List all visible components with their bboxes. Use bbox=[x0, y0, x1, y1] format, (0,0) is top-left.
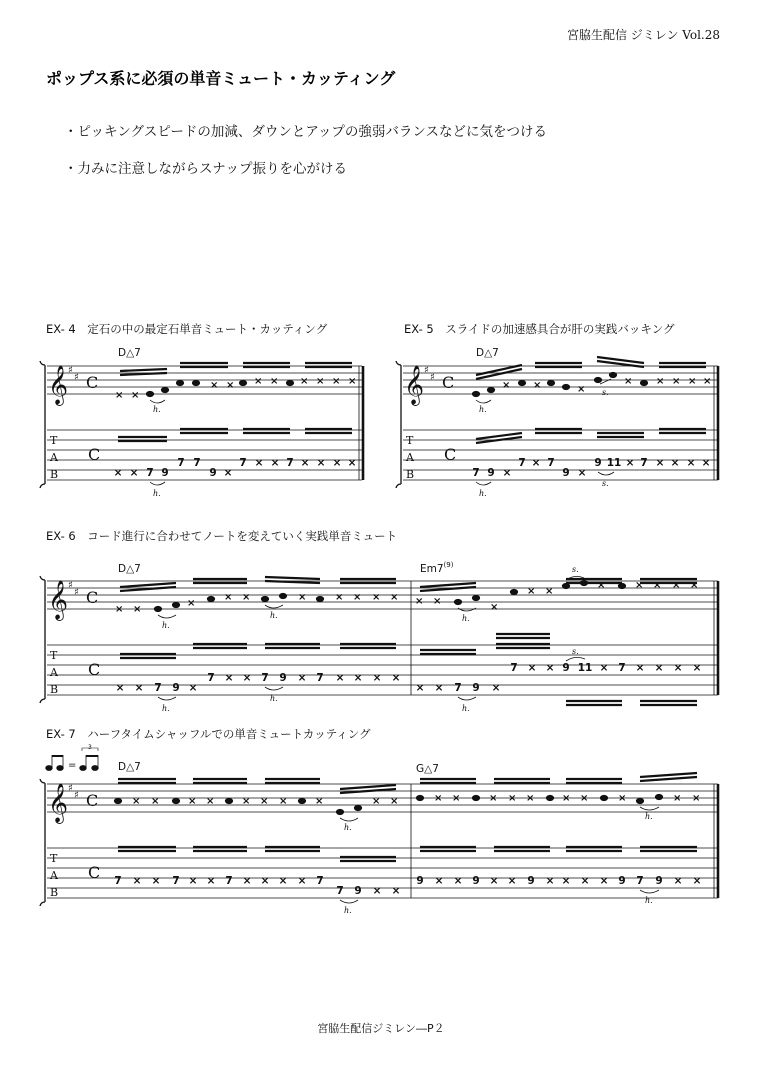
svg-text:×: × bbox=[372, 796, 381, 807]
ex7-tab-note: × bbox=[391, 885, 401, 897]
ex5-tab-note: × bbox=[502, 467, 512, 479]
ex4-tab-note: × bbox=[347, 457, 357, 469]
svg-text:×: × bbox=[348, 376, 357, 387]
svg-text:×: × bbox=[533, 380, 542, 391]
svg-text:×: × bbox=[300, 376, 309, 387]
svg-text:×: × bbox=[390, 592, 399, 603]
time-signature: C bbox=[86, 588, 99, 607]
ex4-tab-note: 7 bbox=[286, 457, 294, 469]
ex6-tab-note: × bbox=[415, 682, 425, 694]
ex6-tab-note: 9 bbox=[279, 672, 287, 684]
ex5-tab-note: × bbox=[686, 457, 696, 469]
ex6-tab-note: × bbox=[188, 682, 198, 694]
svg-text:×: × bbox=[653, 580, 662, 591]
hammer-on-label: h. bbox=[270, 611, 278, 620]
sharp-icon: ♯ bbox=[68, 365, 73, 376]
ex7-tab-note: × bbox=[673, 875, 683, 887]
svg-text:×: × bbox=[527, 586, 536, 597]
ex7-tab-note: × bbox=[260, 875, 270, 887]
ex7-tab-note: × bbox=[188, 875, 198, 887]
tab-label-a: A bbox=[406, 451, 414, 464]
ex6-tab-note: × bbox=[654, 662, 664, 674]
ex4-tab-note: × bbox=[254, 457, 264, 469]
ex7-tab-note: × bbox=[561, 875, 571, 887]
ex7-tab-note: × bbox=[434, 875, 444, 887]
ex5-tab-note: × bbox=[577, 467, 587, 479]
ex4-tab-note: × bbox=[129, 467, 139, 479]
ex7-tab-note: 9 bbox=[416, 875, 424, 887]
tab-time-signature: C bbox=[88, 660, 101, 679]
sharp-icon: ♯ bbox=[74, 587, 79, 598]
ex4-tab-note: 9 bbox=[209, 467, 217, 479]
time-signature: C bbox=[86, 791, 99, 810]
svg-text:×: × bbox=[151, 796, 160, 807]
ex6-tab-note: × bbox=[635, 662, 645, 674]
ex7-label: EX- 7 ハーフタイムシャッフルでの単音ミュートカッティング bbox=[46, 727, 371, 741]
ex4-tab-note: × bbox=[316, 457, 326, 469]
ex4-chord: D△7 bbox=[118, 347, 141, 359]
slide-label: s. bbox=[602, 479, 609, 488]
tab-label-a: A bbox=[50, 869, 58, 882]
svg-text:×: × bbox=[577, 384, 586, 395]
ex4-tab-note: × bbox=[270, 457, 280, 469]
ex6-tab-note: × bbox=[297, 672, 307, 684]
svg-text:×: × bbox=[115, 390, 124, 401]
treble-clef-icon: 𝄞 bbox=[48, 783, 69, 823]
ex6-tab-note: × bbox=[545, 662, 555, 674]
ex5-tab-note: × bbox=[670, 457, 680, 469]
ex6-tab-note: × bbox=[391, 672, 401, 684]
tab-label-t: T bbox=[50, 649, 58, 662]
svg-text:×: × bbox=[206, 796, 215, 807]
ex7-tab-note: 7 bbox=[114, 875, 122, 887]
svg-text:×: × bbox=[690, 580, 699, 591]
ex6-tab-note: × bbox=[527, 662, 537, 674]
ex7-tab-note: × bbox=[580, 875, 590, 887]
svg-text:×: × bbox=[673, 793, 682, 804]
ex4-tab-note: × bbox=[223, 467, 233, 479]
svg-text:×: × bbox=[624, 376, 633, 387]
svg-text:×: × bbox=[703, 376, 712, 387]
ex4-tab-note: 7 bbox=[177, 457, 185, 469]
svg-text:×: × bbox=[502, 380, 511, 391]
ex5-tab-note: 9 bbox=[594, 457, 602, 469]
ex6-tab-note: × bbox=[692, 662, 702, 674]
page-title: ポップス系に必須の単音ミュート・カッティング bbox=[46, 69, 396, 88]
svg-text:×: × bbox=[133, 604, 142, 615]
svg-text:×: × bbox=[597, 580, 606, 591]
svg-text:×: × bbox=[242, 592, 251, 603]
ex7-tab-note: 7 bbox=[172, 875, 180, 887]
tab-label-t: T bbox=[406, 434, 414, 447]
ex7-tab-note: 9 bbox=[472, 875, 480, 887]
ex7-tab-note: × bbox=[278, 875, 288, 887]
svg-text:×: × bbox=[434, 793, 443, 804]
svg-text:×: × bbox=[132, 796, 141, 807]
ex7-tab-note: × bbox=[132, 875, 142, 887]
svg-text:×: × bbox=[115, 604, 124, 615]
svg-text:×: × bbox=[390, 796, 399, 807]
ex6-tab-note: 7 bbox=[454, 682, 462, 694]
ex6-tab-note: × bbox=[242, 672, 252, 684]
ex6-tab-note: × bbox=[491, 682, 501, 694]
ex5-tab-note: 7 bbox=[472, 467, 480, 479]
svg-text:×: × bbox=[562, 793, 571, 804]
svg-text:×: × bbox=[656, 376, 665, 387]
ex7-tab-note: 7 bbox=[336, 885, 344, 897]
ex5-tab-note: 7 bbox=[518, 457, 526, 469]
ex6-chord-1: D△7 bbox=[118, 563, 141, 575]
svg-text:×: × bbox=[489, 793, 498, 804]
ex4-tab-note: 7 bbox=[193, 457, 201, 469]
svg-text:×: × bbox=[188, 796, 197, 807]
ex7-tab-note: × bbox=[453, 875, 463, 887]
svg-text:×: × bbox=[618, 793, 627, 804]
ex4-tab-note: 9 bbox=[161, 467, 169, 479]
hammer-on-label: h. bbox=[344, 823, 352, 832]
hammer-on-label: h. bbox=[645, 896, 653, 905]
ex6-chord-2: Em7$^{(9)}$ bbox=[420, 561, 454, 575]
ex7-tab-note: × bbox=[507, 875, 517, 887]
svg-text:×: × bbox=[335, 592, 344, 603]
ex4-tab-note: × bbox=[300, 457, 310, 469]
svg-text:×: × bbox=[224, 592, 233, 603]
slide-label: s. bbox=[602, 388, 609, 397]
svg-text:×: × bbox=[242, 796, 251, 807]
svg-text:×: × bbox=[415, 596, 424, 607]
tab-label-b: B bbox=[50, 886, 59, 899]
svg-text:×: × bbox=[279, 796, 288, 807]
ex6-tab-note: × bbox=[134, 682, 144, 694]
tab-time-signature: C bbox=[88, 445, 101, 464]
hammer-on-label: h. bbox=[153, 489, 161, 498]
svg-text:×: × bbox=[270, 376, 279, 387]
ex7-tab-note: × bbox=[692, 875, 702, 887]
svg-text:×: × bbox=[433, 596, 442, 607]
ex4-tab-note: 7 bbox=[239, 457, 247, 469]
ex5-tab-note: 7 bbox=[547, 457, 555, 469]
ex7-chord-1: D△7 bbox=[118, 761, 141, 773]
slide-label: s. bbox=[572, 565, 579, 574]
ex6-system bbox=[40, 561, 718, 713]
svg-text:×: × bbox=[692, 793, 701, 804]
ex6-tab-note: 7 bbox=[207, 672, 215, 684]
sharp-icon: ♯ bbox=[74, 790, 79, 801]
ex7-tab-note: 7 bbox=[316, 875, 324, 887]
ex6-tab-note: × bbox=[335, 672, 345, 684]
slide-label: s. bbox=[572, 647, 579, 656]
tab-label-a: A bbox=[50, 666, 58, 679]
tab-label-t: T bbox=[50, 434, 58, 447]
svg-text:×: × bbox=[226, 380, 235, 391]
svg-text:×: × bbox=[316, 376, 325, 387]
hammer-on-label: h. bbox=[479, 405, 487, 414]
svg-text:×: × bbox=[635, 580, 644, 591]
ex5-chord: D△7 bbox=[476, 347, 499, 359]
ex6-tab-note: 9 bbox=[172, 682, 180, 694]
svg-text:×: × bbox=[131, 390, 140, 401]
ex6-tab-note: × bbox=[434, 682, 444, 694]
sharp-icon: ♯ bbox=[430, 372, 435, 383]
ex5-tab-note: × bbox=[531, 457, 541, 469]
svg-text:×: × bbox=[526, 793, 535, 804]
ex4-label: EX- 4 定石の中の最定石単音ミュート・カッティング bbox=[46, 322, 328, 336]
ex4-tab-note: × bbox=[113, 467, 123, 479]
page-footer: 宮脇生配信ジミレン―P２ bbox=[317, 1022, 445, 1035]
ex7-tab-note: 7 bbox=[225, 875, 233, 887]
hammer-on-label: h. bbox=[162, 621, 170, 630]
ex7-tab-note: × bbox=[489, 875, 499, 887]
svg-text:×: × bbox=[672, 580, 681, 591]
tab-label-b: B bbox=[50, 468, 59, 481]
svg-text:×: × bbox=[353, 592, 362, 603]
ex6-tab-note: × bbox=[673, 662, 683, 674]
ex5-tab-note: × bbox=[655, 457, 665, 469]
ex5-label: EX- 5 スライドの加速感具合が肝の実践バッキング bbox=[404, 322, 675, 336]
time-signature: C bbox=[442, 373, 455, 392]
ex7-tab-note: × bbox=[545, 875, 555, 887]
ex5-tab-note: 9 bbox=[487, 467, 495, 479]
sharp-icon: ♯ bbox=[74, 372, 79, 383]
hammer-on-label: h. bbox=[153, 405, 161, 414]
ex6-tab-note: 9 bbox=[472, 682, 480, 694]
ex7-tab-note: × bbox=[242, 875, 252, 887]
svg-text:×: × bbox=[332, 376, 341, 387]
svg-text:×: × bbox=[672, 376, 681, 387]
svg-text:×: × bbox=[580, 793, 589, 804]
shuffle-equals: = bbox=[68, 760, 77, 771]
sharp-icon: ♯ bbox=[68, 580, 73, 591]
sharp-icon: ♯ bbox=[68, 783, 73, 794]
ex6-tab-note: 9 bbox=[562, 662, 570, 674]
ex6-tab-note: × bbox=[599, 662, 609, 674]
hammer-on-label: h. bbox=[344, 906, 352, 915]
ex6-tab-note: 7 bbox=[261, 672, 269, 684]
svg-text:×: × bbox=[545, 586, 554, 597]
svg-text:×: × bbox=[688, 376, 697, 387]
tab-label-b: B bbox=[406, 468, 415, 481]
ex4-bracket bbox=[40, 361, 45, 488]
ex6-tab-note: 11 bbox=[577, 662, 593, 674]
ex7-tab-note: × bbox=[599, 875, 609, 887]
hammer-on-label: h. bbox=[479, 489, 487, 498]
ex5-tab-note: 11 bbox=[606, 457, 622, 469]
ex7-tab-note: 9 bbox=[655, 875, 663, 887]
hammer-on-label: h. bbox=[462, 614, 470, 623]
svg-text:×: × bbox=[260, 796, 269, 807]
tab-time-signature: C bbox=[444, 445, 457, 464]
ex5-tab-note: 9 bbox=[562, 467, 570, 479]
ex7-tab-note: 9 bbox=[354, 885, 362, 897]
ex4-system bbox=[40, 347, 363, 498]
tab-time-signature: C bbox=[88, 863, 101, 882]
bullet-1: ・ピッキングスピードの加減、ダウンとアップの強弱バランスなどに気をつける bbox=[64, 124, 548, 140]
ex6-tab-note: 7 bbox=[510, 662, 518, 674]
svg-text:×: × bbox=[508, 793, 517, 804]
treble-clef-icon: 𝄞 bbox=[48, 365, 69, 405]
ex6-tab-note: × bbox=[353, 672, 363, 684]
ex7-tab-note: 9 bbox=[527, 875, 535, 887]
ex5-tab-note: 7 bbox=[640, 457, 648, 469]
ex7-system bbox=[40, 744, 718, 915]
ex7-tab-note: × bbox=[372, 885, 382, 897]
bullet-2: ・力みに注意しながらスナップ振りを心がける bbox=[64, 161, 347, 177]
tab-label-a: A bbox=[50, 451, 58, 464]
sharp-icon: ♯ bbox=[424, 365, 429, 376]
ex7-chord-2: G△7 bbox=[416, 763, 439, 775]
svg-text:×: × bbox=[298, 592, 307, 603]
ex7-tab-note: 7 bbox=[636, 875, 644, 887]
svg-text:×: × bbox=[315, 796, 324, 807]
page-header: 宮脇生配信 ジミレン Vol.28 bbox=[566, 28, 720, 42]
treble-clef-icon: 𝄞 bbox=[48, 580, 69, 620]
ex6-tab-note: × bbox=[224, 672, 234, 684]
hammer-on-label: h. bbox=[162, 704, 170, 713]
ex7-tab-note: × bbox=[206, 875, 216, 887]
hammer-on-label: h. bbox=[462, 704, 470, 713]
hammer-on-label: h. bbox=[645, 812, 653, 821]
ex5-tab-note: × bbox=[701, 457, 711, 469]
svg-text:×: × bbox=[187, 598, 196, 609]
svg-text:×: × bbox=[490, 602, 499, 613]
triplet-number: 3 bbox=[88, 744, 92, 751]
ex6-tab-note: 7 bbox=[154, 682, 162, 694]
treble-clef-icon: 𝄞 bbox=[404, 365, 425, 405]
ex4-notes bbox=[115, 363, 356, 403]
ex7-tab-note: × bbox=[297, 875, 307, 887]
ex5-system bbox=[396, 347, 718, 498]
ex4-tab-note: × bbox=[332, 457, 342, 469]
ex7-tab-note: 9 bbox=[618, 875, 626, 887]
hammer-on-label: h. bbox=[270, 694, 278, 703]
ex5-tab-note: × bbox=[625, 457, 635, 469]
tab-label-t: T bbox=[50, 852, 58, 865]
svg-text:×: × bbox=[452, 793, 461, 804]
svg-text:×: × bbox=[210, 380, 219, 391]
ex6-tab-note: 7 bbox=[618, 662, 626, 674]
svg-text:×: × bbox=[372, 592, 381, 603]
ex6-tab-note: × bbox=[115, 682, 125, 694]
svg-text:×: × bbox=[254, 376, 263, 387]
ex6-tab-note: × bbox=[372, 672, 382, 684]
ex7-tab-note: × bbox=[151, 875, 161, 887]
ex4-tab-note: 7 bbox=[146, 467, 154, 479]
time-signature: C bbox=[86, 373, 99, 392]
ex6-tab-note: 7 bbox=[316, 672, 324, 684]
ex6-label: EX- 6 コード進行に合わせてノートを変えていく実践単音ミュート bbox=[46, 529, 398, 543]
tab-label-b: B bbox=[50, 683, 59, 696]
